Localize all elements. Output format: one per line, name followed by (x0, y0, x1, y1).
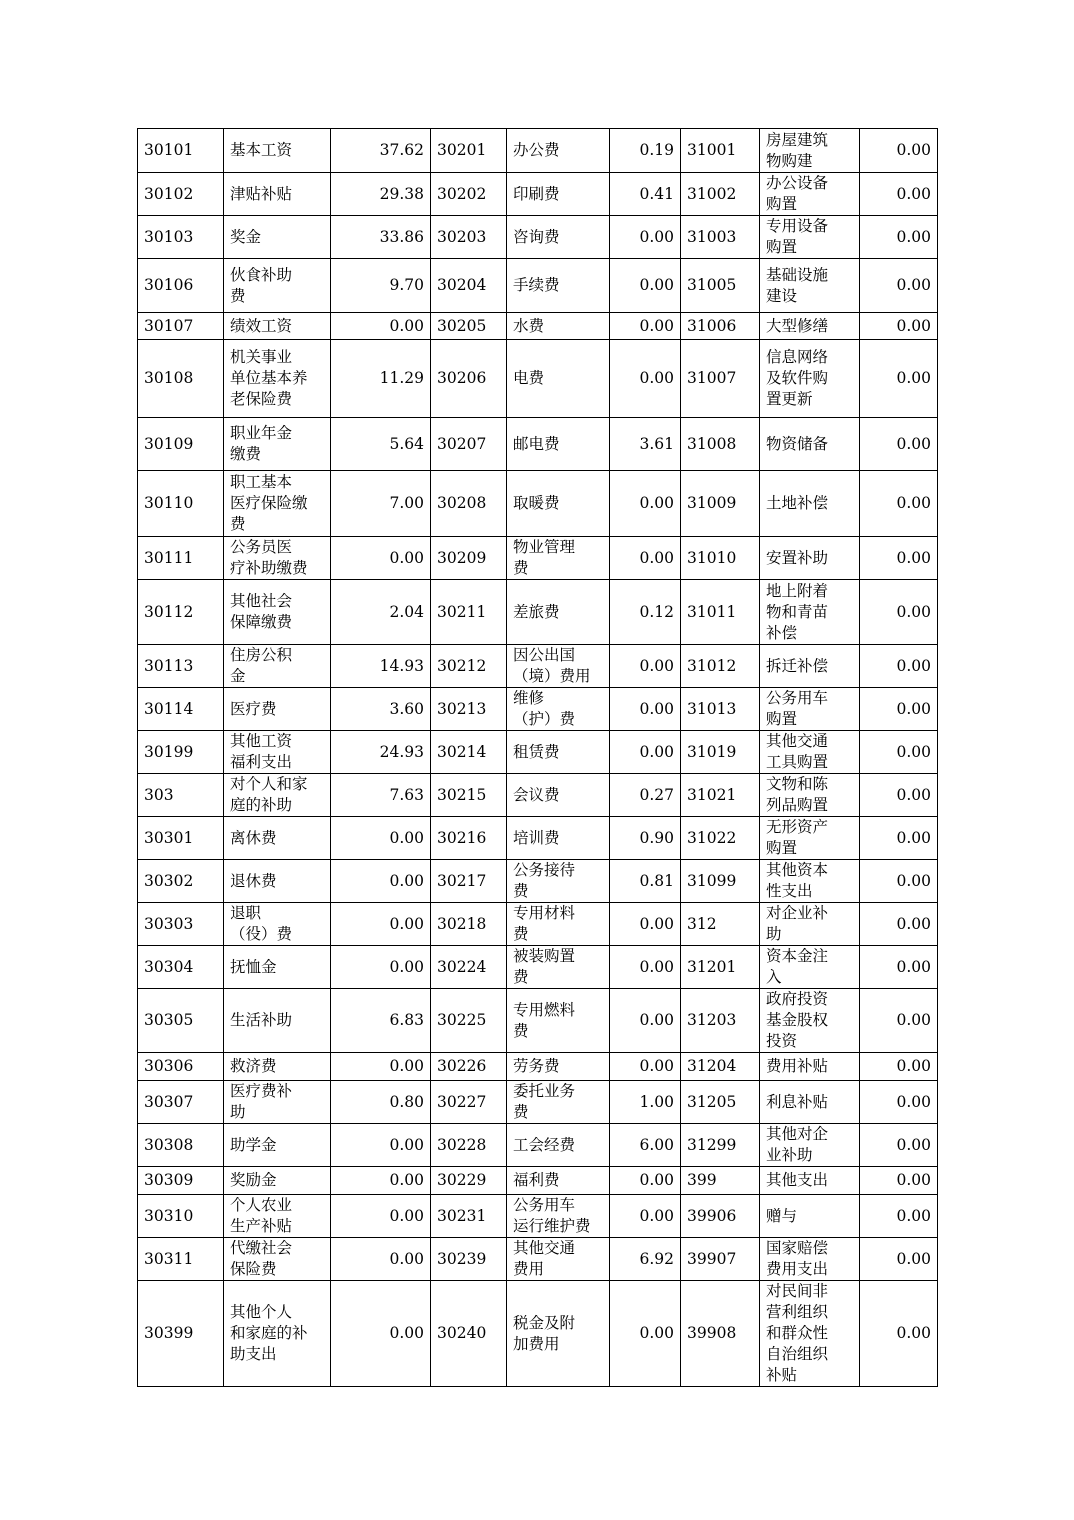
name-cell: 退职 （役）费 (224, 903, 331, 946)
amount-cell: 0.00 (331, 313, 431, 340)
name-cell: 差旅费 (507, 580, 610, 645)
amount-cell: 0.00 (860, 471, 938, 537)
name-cell: 土地补偿 (760, 471, 860, 537)
name-cell: 费用补贴 (760, 1053, 860, 1081)
name-cell: 医疗费补 助 (224, 1081, 331, 1124)
name-cell: 救济费 (224, 1053, 331, 1081)
name-cell: 住房公积 金 (224, 645, 331, 688)
code-cell: 312 (681, 903, 760, 946)
amount-cell: 0.41 (610, 173, 681, 216)
code-cell: 30308 (138, 1124, 224, 1167)
code-cell: 31002 (681, 173, 760, 216)
amount-cell: 9.70 (331, 259, 431, 313)
name-cell: 奖励金 (224, 1167, 331, 1195)
code-cell: 30226 (431, 1053, 507, 1081)
code-cell: 30109 (138, 418, 224, 471)
table-row (138, 580, 938, 645)
name-cell: 赠与 (760, 1195, 860, 1238)
code-cell: 30302 (138, 860, 224, 903)
code-cell: 31021 (681, 774, 760, 817)
amount-cell: 0.00 (860, 313, 938, 340)
amount-cell: 0.00 (860, 688, 938, 731)
code-cell: 39907 (681, 1238, 760, 1281)
code-cell: 31003 (681, 216, 760, 259)
amount-cell: 0.19 (610, 129, 681, 173)
amount-cell: 0.00 (331, 860, 431, 903)
amount-cell: 29.38 (331, 173, 431, 216)
name-cell: 其他社会 保障缴费 (224, 580, 331, 645)
table-row (138, 340, 938, 418)
code-cell: 30224 (431, 946, 507, 989)
code-cell: 31007 (681, 340, 760, 418)
amount-cell: 0.00 (331, 1053, 431, 1081)
name-cell: 水费 (507, 313, 610, 340)
code-cell: 39908 (681, 1281, 760, 1387)
code-cell: 31099 (681, 860, 760, 903)
amount-cell: 0.00 (860, 259, 938, 313)
name-cell: 大型修缮 (760, 313, 860, 340)
code-cell: 30218 (431, 903, 507, 946)
amount-cell: 3.60 (331, 688, 431, 731)
name-cell: 对企业补 助 (760, 903, 860, 946)
code-cell: 31012 (681, 645, 760, 688)
code-cell: 31019 (681, 731, 760, 774)
name-cell: 专用设备 购置 (760, 216, 860, 259)
name-cell: 专用燃料 费 (507, 989, 610, 1053)
amount-cell: 0.00 (610, 989, 681, 1053)
amount-cell: 0.12 (610, 580, 681, 645)
code-cell: 303 (138, 774, 224, 817)
amount-cell: 0.00 (860, 1167, 938, 1195)
name-cell: 其他交通 工具购置 (760, 731, 860, 774)
table-row (138, 989, 938, 1053)
amount-cell: 0.00 (331, 1167, 431, 1195)
code-cell: 30204 (431, 259, 507, 313)
amount-cell: 0.00 (860, 645, 938, 688)
code-cell: 30239 (431, 1238, 507, 1281)
code-cell: 30113 (138, 645, 224, 688)
name-cell: 机关事业 单位基本养 老保险费 (224, 340, 331, 418)
name-cell: 咨询费 (507, 216, 610, 259)
name-cell: 对个人和家 庭的补助 (224, 774, 331, 817)
amount-cell: 0.00 (860, 418, 938, 471)
amount-cell: 0.00 (860, 216, 938, 259)
code-cell: 30111 (138, 537, 224, 580)
name-cell: 离休费 (224, 817, 331, 860)
name-cell: 专用材料 费 (507, 903, 610, 946)
code-cell: 30306 (138, 1053, 224, 1081)
table-row (138, 129, 938, 173)
table-row (138, 418, 938, 471)
name-cell: 印刷费 (507, 173, 610, 216)
table-row (138, 1053, 938, 1081)
code-cell: 30311 (138, 1238, 224, 1281)
amount-cell: 0.00 (331, 1195, 431, 1238)
name-cell: 代缴社会 保险费 (224, 1238, 331, 1281)
amount-cell: 0.00 (860, 946, 938, 989)
amount-cell: 0.00 (860, 1238, 938, 1281)
table-row (138, 774, 938, 817)
code-cell: 31011 (681, 580, 760, 645)
amount-cell: 0.00 (610, 313, 681, 340)
amount-cell: 5.64 (331, 418, 431, 471)
amount-cell: 2.04 (331, 580, 431, 645)
code-cell: 39906 (681, 1195, 760, 1238)
table-row (138, 216, 938, 259)
amount-cell: 24.93 (331, 731, 431, 774)
code-cell: 399 (681, 1167, 760, 1195)
amount-cell: 0.00 (860, 173, 938, 216)
table-row (138, 817, 938, 860)
name-cell: 个人农业 生产补贴 (224, 1195, 331, 1238)
name-cell: 办公费 (507, 129, 610, 173)
amount-cell: 0.00 (610, 645, 681, 688)
amount-cell: 0.00 (860, 989, 938, 1053)
table-row (138, 313, 938, 340)
code-cell: 30214 (431, 731, 507, 774)
name-cell: 公务用车 运行维护费 (507, 1195, 610, 1238)
name-cell: 资本金注 入 (760, 946, 860, 989)
code-cell: 31001 (681, 129, 760, 173)
amount-cell: 0.27 (610, 774, 681, 817)
name-cell: 其他对企 业补助 (760, 1124, 860, 1167)
amount-cell: 0.00 (860, 1081, 938, 1124)
amount-cell: 0.00 (610, 471, 681, 537)
code-cell: 31010 (681, 537, 760, 580)
code-cell: 30205 (431, 313, 507, 340)
amount-cell: 0.00 (610, 1281, 681, 1387)
name-cell: 津贴补贴 (224, 173, 331, 216)
code-cell: 30231 (431, 1195, 507, 1238)
amount-cell: 0.00 (610, 216, 681, 259)
amount-cell: 0.00 (610, 259, 681, 313)
table-row (138, 860, 938, 903)
name-cell: 退休费 (224, 860, 331, 903)
code-cell: 30305 (138, 989, 224, 1053)
code-cell: 30217 (431, 860, 507, 903)
name-cell: 公务接待 费 (507, 860, 610, 903)
code-cell: 31201 (681, 946, 760, 989)
budget-table (137, 128, 938, 1387)
code-cell: 30212 (431, 645, 507, 688)
code-cell: 30216 (431, 817, 507, 860)
code-cell: 31005 (681, 259, 760, 313)
name-cell: 物资储备 (760, 418, 860, 471)
table-row (138, 537, 938, 580)
name-cell: 其他支出 (760, 1167, 860, 1195)
name-cell: 安置补助 (760, 537, 860, 580)
amount-cell: 0.00 (331, 903, 431, 946)
table-row (138, 688, 938, 731)
code-cell: 30225 (431, 989, 507, 1053)
amount-cell: 0.00 (331, 1281, 431, 1387)
amount-cell: 0.00 (331, 1238, 431, 1281)
name-cell: 委托业务 费 (507, 1081, 610, 1124)
amount-cell: 0.00 (860, 340, 938, 418)
name-cell: 基础设施 建设 (760, 259, 860, 313)
name-cell: 政府投资 基金股权 投资 (760, 989, 860, 1053)
amount-cell: 0.00 (860, 1124, 938, 1167)
table-row (138, 946, 938, 989)
name-cell: 其他资本 性支出 (760, 860, 860, 903)
code-cell: 30199 (138, 731, 224, 774)
code-cell: 30207 (431, 418, 507, 471)
code-cell: 31006 (681, 313, 760, 340)
code-cell: 31008 (681, 418, 760, 471)
code-cell: 31203 (681, 989, 760, 1053)
table-row (138, 1195, 938, 1238)
name-cell: 奖金 (224, 216, 331, 259)
amount-cell: 0.00 (610, 688, 681, 731)
amount-cell: 3.61 (610, 418, 681, 471)
code-cell: 30309 (138, 1167, 224, 1195)
amount-cell: 0.00 (860, 1281, 938, 1387)
code-cell: 31205 (681, 1081, 760, 1124)
name-cell: 电费 (507, 340, 610, 418)
table-row (138, 173, 938, 216)
code-cell: 30301 (138, 817, 224, 860)
table-row (138, 903, 938, 946)
name-cell: 公务员医 疗补助缴费 (224, 537, 331, 580)
code-cell: 31299 (681, 1124, 760, 1167)
amount-cell: 0.00 (610, 1195, 681, 1238)
code-cell: 30206 (431, 340, 507, 418)
table-row (138, 1167, 938, 1195)
code-cell: 30228 (431, 1124, 507, 1167)
code-cell: 30112 (138, 580, 224, 645)
code-cell: 30240 (431, 1281, 507, 1387)
amount-cell: 11.29 (331, 340, 431, 418)
code-cell: 30307 (138, 1081, 224, 1124)
code-cell: 30229 (431, 1167, 507, 1195)
table-row (138, 259, 938, 313)
amount-cell: 6.92 (610, 1238, 681, 1281)
amount-cell: 0.90 (610, 817, 681, 860)
amount-cell: 14.93 (331, 645, 431, 688)
name-cell: 手续费 (507, 259, 610, 313)
table-row (138, 1124, 938, 1167)
amount-cell: 7.00 (331, 471, 431, 537)
name-cell: 基本工资 (224, 129, 331, 173)
name-cell: 因公出国 （境）费用 (507, 645, 610, 688)
name-cell: 办公设备 购置 (760, 173, 860, 216)
amount-cell: 0.00 (610, 537, 681, 580)
amount-cell: 0.00 (331, 946, 431, 989)
name-cell: 文物和陈 列品购置 (760, 774, 860, 817)
code-cell: 30201 (431, 129, 507, 173)
code-cell: 30303 (138, 903, 224, 946)
code-cell: 30209 (431, 537, 507, 580)
amount-cell: 7.63 (331, 774, 431, 817)
code-cell: 30107 (138, 313, 224, 340)
name-cell: 物业管理 费 (507, 537, 610, 580)
amount-cell: 0.80 (331, 1081, 431, 1124)
code-cell: 30108 (138, 340, 224, 418)
amount-cell: 0.00 (610, 903, 681, 946)
code-cell: 30227 (431, 1081, 507, 1124)
name-cell: 公务用车 购置 (760, 688, 860, 731)
code-cell: 30399 (138, 1281, 224, 1387)
code-cell: 31204 (681, 1053, 760, 1081)
name-cell: 工会经费 (507, 1124, 610, 1167)
amount-cell: 0.00 (860, 580, 938, 645)
amount-cell: 0.00 (860, 860, 938, 903)
amount-cell: 0.00 (610, 731, 681, 774)
amount-cell: 6.83 (331, 989, 431, 1053)
amount-cell: 0.00 (860, 1195, 938, 1238)
name-cell: 租赁费 (507, 731, 610, 774)
amount-cell: 0.00 (610, 1167, 681, 1195)
amount-cell: 0.00 (860, 903, 938, 946)
code-cell: 30213 (431, 688, 507, 731)
name-cell: 利息补贴 (760, 1081, 860, 1124)
code-cell: 30103 (138, 216, 224, 259)
amount-cell: 33.86 (331, 216, 431, 259)
name-cell: 劳务费 (507, 1053, 610, 1081)
name-cell: 对民间非 营利组织 和群众性 自治组织 补贴 (760, 1281, 860, 1387)
code-cell: 31009 (681, 471, 760, 537)
amount-cell: 0.00 (610, 340, 681, 418)
amount-cell: 0.00 (331, 817, 431, 860)
code-cell: 30215 (431, 774, 507, 817)
code-cell: 30114 (138, 688, 224, 731)
name-cell: 绩效工资 (224, 313, 331, 340)
name-cell: 其他工资 福利支出 (224, 731, 331, 774)
table-row (138, 1081, 938, 1124)
code-cell: 30110 (138, 471, 224, 537)
code-cell: 31013 (681, 688, 760, 731)
name-cell: 信息网络 及软件购 置更新 (760, 340, 860, 418)
name-cell: 培训费 (507, 817, 610, 860)
name-cell: 被装购置 费 (507, 946, 610, 989)
amount-cell: 0.81 (610, 860, 681, 903)
name-cell: 取暖费 (507, 471, 610, 537)
name-cell: 医疗费 (224, 688, 331, 731)
name-cell: 无形资产 购置 (760, 817, 860, 860)
amount-cell: 0.00 (860, 1053, 938, 1081)
name-cell: 福利费 (507, 1167, 610, 1195)
code-cell: 30101 (138, 129, 224, 173)
amount-cell: 37.62 (331, 129, 431, 173)
name-cell: 会议费 (507, 774, 610, 817)
amount-cell: 6.00 (610, 1124, 681, 1167)
amount-cell: 0.00 (610, 946, 681, 989)
amount-cell: 1.00 (610, 1081, 681, 1124)
name-cell: 助学金 (224, 1124, 331, 1167)
amount-cell: 0.00 (610, 1053, 681, 1081)
name-cell: 地上附着 物和青苗 补偿 (760, 580, 860, 645)
name-cell: 伙食补助 费 (224, 259, 331, 313)
code-cell: 30202 (431, 173, 507, 216)
name-cell: 其他交通 费用 (507, 1238, 610, 1281)
name-cell: 拆迁补偿 (760, 645, 860, 688)
name-cell: 抚恤金 (224, 946, 331, 989)
amount-cell: 0.00 (860, 817, 938, 860)
code-cell: 30106 (138, 259, 224, 313)
table-row (138, 1238, 938, 1281)
amount-cell: 0.00 (860, 129, 938, 173)
code-cell: 30304 (138, 946, 224, 989)
budget-table-body (138, 129, 938, 1387)
table-row (138, 471, 938, 537)
code-cell: 30310 (138, 1195, 224, 1238)
code-cell: 30203 (431, 216, 507, 259)
name-cell: 国家赔偿 费用支出 (760, 1238, 860, 1281)
code-cell: 30211 (431, 580, 507, 645)
amount-cell: 0.00 (860, 537, 938, 580)
code-cell: 30102 (138, 173, 224, 216)
name-cell: 其他个人 和家庭的补 助支出 (224, 1281, 331, 1387)
name-cell: 邮电费 (507, 418, 610, 471)
name-cell: 生活补助 (224, 989, 331, 1053)
amount-cell: 0.00 (860, 731, 938, 774)
amount-cell: 0.00 (860, 774, 938, 817)
code-cell: 31022 (681, 817, 760, 860)
table-row (138, 1281, 938, 1387)
code-cell: 30208 (431, 471, 507, 537)
table-row (138, 645, 938, 688)
table-row (138, 731, 938, 774)
name-cell: 职业年金 缴费 (224, 418, 331, 471)
amount-cell: 0.00 (331, 1124, 431, 1167)
amount-cell: 0.00 (331, 537, 431, 580)
name-cell: 维修 （护）费 (507, 688, 610, 731)
name-cell: 税金及附 加费用 (507, 1281, 610, 1387)
name-cell: 房屋建筑 物购建 (760, 129, 860, 173)
name-cell: 职工基本 医疗保险缴 费 (224, 471, 331, 537)
